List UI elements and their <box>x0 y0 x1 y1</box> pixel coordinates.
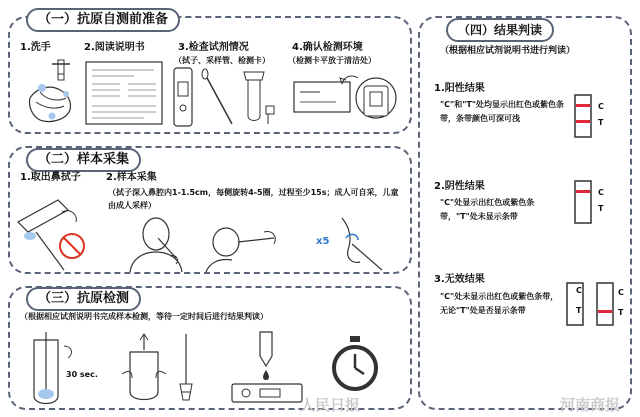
antigen-test-instruction: （根据相应试剂说明书完成样本检测，等待一定时间后进行结果判读） <box>20 312 268 321</box>
child-swab-icon <box>204 218 284 272</box>
step-check-kit-label: 3.检查试剂情况 <box>178 42 249 53</box>
adult-self-swab-icon <box>120 216 190 272</box>
positive-result-heading: 1.阳性结果 <box>434 83 485 94</box>
negative-result-heading: 2.阴性结果 <box>434 181 485 192</box>
invalid-result-heading: 3.无效结果 <box>434 274 485 285</box>
dropper-cap-icon <box>176 334 196 406</box>
step-take-swab-label: 1.取出鼻拭子 <box>20 172 81 183</box>
watermark-people-daily: 人民日报 <box>300 396 361 414</box>
nose-rotation-icon <box>332 214 392 272</box>
negative-result-description: "C"处显示出红色或紫色条带，"T"处未显示条带 <box>440 198 535 221</box>
step-check-kit-note: （拭子、采样管、检测卡） <box>174 56 270 65</box>
step-check-environment-label: 4.确认检测环境 <box>292 42 363 53</box>
section-result-reading-title: （四）结果判读 <box>446 18 554 42</box>
negative-strip-c-label: C <box>598 188 604 197</box>
invalid-strip-1-t-label: T <box>576 306 582 315</box>
section-preparation-title: （一）抗原自测前准备 <box>26 8 180 32</box>
test-card-flat-icon <box>292 72 404 128</box>
rotate-times-label: x5 <box>316 236 330 247</box>
invalid-strip-2-t-label: T <box>618 308 624 317</box>
step-collect-sample-label: 2.样本采集 <box>106 172 157 183</box>
watermark-henan-business-daily: 河南商报 <box>560 396 621 414</box>
squeeze-tube-icon <box>122 334 166 406</box>
invalid-test-strip-2 <box>596 282 616 326</box>
negative-strip-t-label: T <box>598 204 604 213</box>
negative-test-strip <box>574 180 594 224</box>
test-kit-icon <box>172 66 282 130</box>
positive-result-description: "C"和"T"处均显示出红色或紫色条带，条带颜色可深可浅 <box>440 100 564 123</box>
manual-icon <box>84 60 164 126</box>
positive-strip-t-label: T <box>598 118 604 127</box>
step-read-manual-label: 2.阅读说明书 <box>84 42 145 53</box>
positive-test-strip <box>574 94 594 138</box>
swab-package-icon <box>16 192 96 272</box>
sample-collection-instruction: （拭子深入鼻腔内1-1.5cm，每侧旋转4-5圈，过程至少15s；成人可自采，儿童由成人采样） <box>108 188 399 210</box>
result-reading-subtitle: （根据相应试剂说明书进行判读） <box>440 46 576 56</box>
drop-on-card-icon <box>226 332 306 408</box>
section-antigen-test-title: （三）抗原检测 <box>26 287 141 311</box>
swab-in-tube-icon <box>28 332 78 406</box>
section-sample-collection-title: （二）样本采集 <box>26 148 141 172</box>
step-check-environment-note: （检测卡平放于清洁处） <box>288 56 376 65</box>
invalid-result-description: "C"处未显示出红色或紫色条带，无论"T"处是否显示条带 <box>440 292 559 315</box>
stopwatch-icon <box>330 336 380 394</box>
hand-washing-icon <box>22 58 82 128</box>
step-wash-hands-label: 1.洗手 <box>20 42 51 53</box>
invalid-strip-2-c-label: C <box>618 288 624 297</box>
invalid-strip-1-c-label: C <box>576 286 582 295</box>
positive-strip-c-label: C <box>598 102 604 111</box>
timer-30-seconds-label: 30 sec. <box>66 370 98 379</box>
